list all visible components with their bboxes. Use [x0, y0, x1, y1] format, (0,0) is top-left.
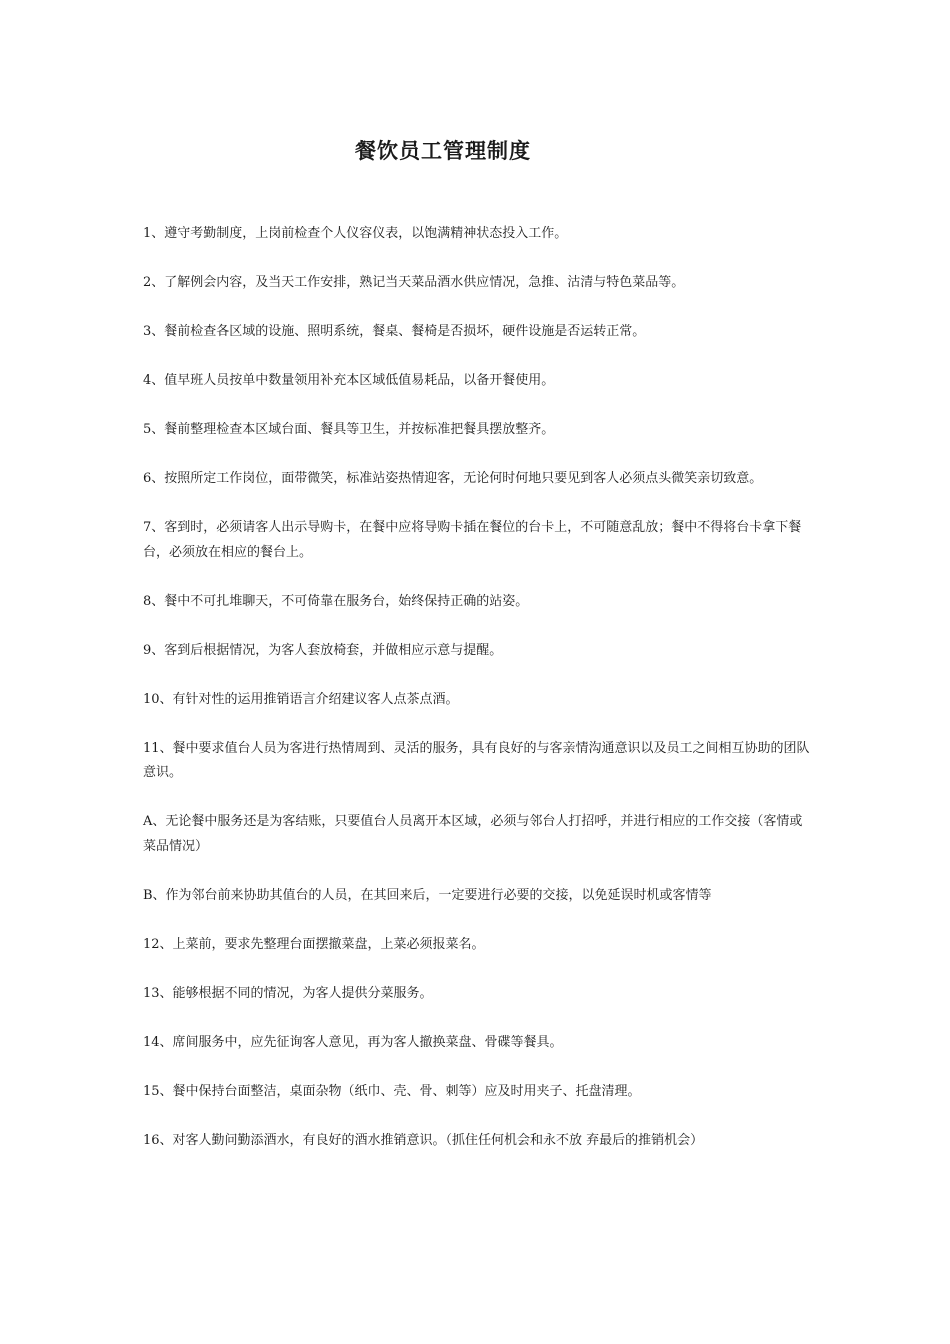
rule-item-b: B、作为邻台前来协助其值台的人员，在其回来后，一定要进行必要的交接，以免延误时机或客情等 — [143, 887, 712, 903]
rule-item-a: A、无论餐中服务还是为客结账，只要值台人员离开本区域，必须与邻台人打招呼，并进行相应的工作交接（客情或菜品情况） — [143, 814, 803, 854]
rule-item-5: 5、餐前整理检查本区域台面、餐具等卫生，并按标准把餐具摆放整齐。 — [143, 422, 555, 437]
rule-item-14: 14、席间服务中，应先征询客人意见，再为客人撤换菜盘、骨碟等餐具。 — [143, 1034, 563, 1050]
page-title: 餐饮员工管理制度 — [355, 138, 531, 164]
rule-list — [143, 222, 813, 1178]
rule-item-7: 7、客到时，必须请客人出示导购卡，在餐中应将导购卡插在餐位的台卡上，不可随意乱放；餐中不得将台卡拿下餐台，必须放在相应的餐台上。 — [143, 520, 802, 560]
rule-item-8: 8、餐中不可扎堆聊天，不可倚靠在服务台，始终保持正确的站姿。 — [143, 593, 529, 609]
rule-item-9: 9、客到后根据情况，为客人套放椅套，并做相应示意与提醒。 — [143, 642, 503, 658]
rule-item-2: 2、了解例会内容，及当天工作安排，熟记当天菜品酒水供应情况，急推、沽清与特色菜品等。 — [143, 275, 685, 290]
rule-item-1: 1、遵守考勤制度，上岗前检查个人仪容仪表，以饱满精神状态投入工作。 — [143, 226, 568, 241]
rule-item-6: 6、按照所定工作岗位，面带微笑，标准站姿热情迎客，无论何时何地只要见到客人必须点头微笑亲切致意。 — [143, 471, 763, 486]
rule-item-15: 15、餐中保持台面整洁，桌面杂物（纸巾、壳、骨、刺等）应及时用夹子、托盘清理。 — [143, 1083, 641, 1099]
rule-item-4: 4、值早班人员按单中数量领用补充本区域低值易耗品，以备开餐使用。 — [143, 373, 555, 388]
rule-item-10: 10、有针对性的运用推销语言介绍建议客人点茶点酒。 — [143, 691, 459, 707]
rule-item-16: 16、对客人勤问勤添酒水，有良好的酒水推销意识。（抓住任何机会和永不放 弃最后的推销机会） — [143, 1132, 704, 1148]
rule-item-13: 13、能够根据不同的情况，为客人提供分菜服务。 — [143, 985, 433, 1001]
rule-item-12: 12、上菜前，要求先整理台面摆撤菜盘，上菜必须报菜名。 — [143, 936, 485, 952]
rule-item-11: 11、餐中要求值台人员为客进行热情周到、灵活的服务，具有良好的与客亲情沟通意识以及员工之间相互协助的团队意识。 — [143, 740, 810, 780]
rule-item-3: 3、餐前检查各区域的设施、照明系统，餐桌、餐椅是否损坏，硬件设施是否运转正常。 — [143, 324, 646, 339]
